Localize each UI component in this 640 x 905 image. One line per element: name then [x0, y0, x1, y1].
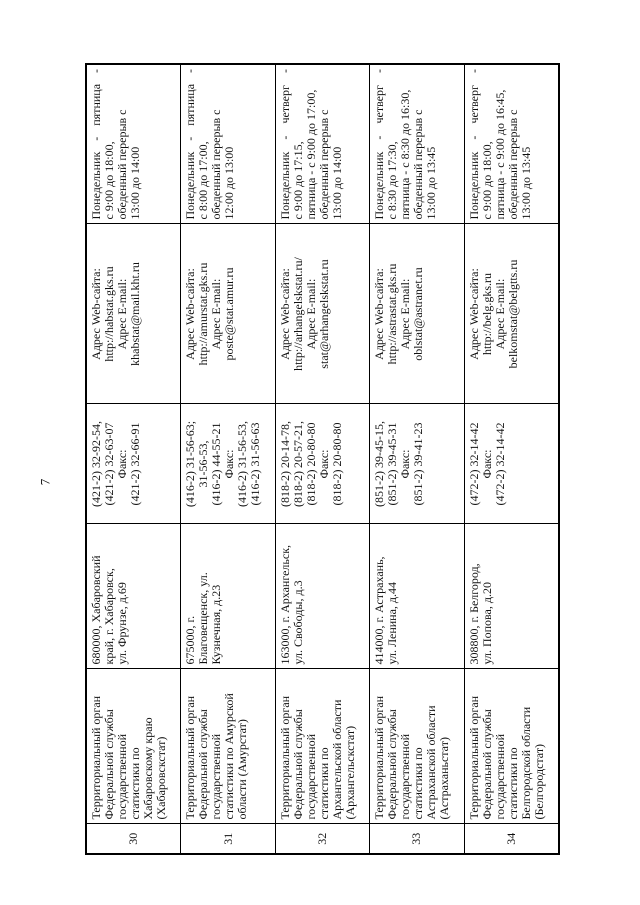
- organization-cell: [275, 669, 369, 824]
- address-cell-line: 680000, Хабаровский: [89, 555, 103, 665]
- organization-cell: [86, 669, 181, 824]
- phone-cell-line: Факс:: [222, 449, 237, 479]
- phone-cell-line: (818-2) 20-80-80: [303, 422, 318, 506]
- website-cell-line: belkomstat@belgtts.ru: [505, 259, 520, 369]
- organization-cell-line: Территориальный орган: [277, 695, 292, 820]
- working-hours-cell: [370, 64, 464, 224]
- address-cell: [275, 524, 369, 669]
- organization-cell-line: (Архангельскстат): [342, 725, 357, 820]
- organization-cell-line: государственной: [492, 733, 507, 820]
- row-number: 34: [464, 824, 559, 854]
- row-number: 32: [275, 824, 369, 854]
- address-cell-line: 163000, г. Архангельск,: [277, 544, 292, 665]
- organization-cell-line: статистики по: [505, 747, 520, 820]
- working-hours-cell-line: 12:00 до 13:00: [222, 146, 237, 220]
- working-hours-cell-line: Понедельник - пятница -: [183, 69, 198, 220]
- organization-cell-line: (Белгородстат): [531, 743, 546, 820]
- working-hours-cell-line: обеденный перерыв с: [209, 109, 224, 220]
- phone-cell-line: 31-56-53,: [196, 440, 211, 488]
- phone-cell-line: (416-2) 31-56-53,: [235, 421, 250, 507]
- phone-cell-line: (851-2) 39-45-15,: [372, 421, 387, 507]
- address-cell-line: ул. Фрунзе, д.69: [115, 582, 129, 665]
- phone-cell-line: (416-2) 31-56-63;: [183, 420, 198, 508]
- organization-cell-line: Хабаровскому краю: [141, 717, 155, 820]
- website-cell-line: Адрес Web-сайта:: [466, 268, 481, 360]
- website-cell-line: http://habstat.gks.ru: [102, 266, 116, 362]
- working-hours-cell: [464, 64, 559, 224]
- phone-cell-line: (472-2) 32-14-42: [492, 422, 507, 506]
- website-cell-line: Адрес Web-сайта:: [372, 268, 387, 360]
- working-hours-cell-line: с 9:00 до 18:00,: [102, 141, 116, 220]
- organization-cell-line: государственной: [303, 733, 318, 820]
- working-hours-cell-line: пятница - с 8:30 до 16:30,: [398, 89, 413, 220]
- website-cell: [275, 224, 369, 404]
- working-hours-cell-line: обеденный перерыв с: [505, 109, 520, 220]
- website-cell: [181, 224, 275, 404]
- organization-cell-line: (Хабаровскстат): [154, 736, 168, 820]
- stat-offices-table: [85, 63, 560, 855]
- organization-cell-line: статистики по: [316, 747, 331, 820]
- organization-cell-line: Белгородской области: [518, 706, 533, 820]
- organization-cell: [370, 669, 464, 824]
- working-hours-cell: [275, 64, 369, 224]
- organization-cell-line: Территориальный орган: [89, 695, 103, 820]
- phone-cell-line: (416-2) 31-56-63: [248, 422, 263, 506]
- address-cell-line: ул. Ленина, д.44: [385, 581, 400, 665]
- organization-cell-line: Федеральной службы: [196, 709, 211, 820]
- phone-cell-line: (818-2) 20-14-78,: [277, 421, 292, 507]
- organization-cell-line: Федеральной службы: [290, 709, 305, 820]
- organization-cell-line: Астраханской области: [424, 705, 439, 820]
- website-cell-line: poste@stat.amur.ru: [222, 267, 237, 361]
- phone-cell: [86, 404, 181, 524]
- phone-cell-line: (818-2) 20-80-80: [329, 422, 344, 506]
- address-cell: [181, 524, 275, 669]
- address-cell: [370, 524, 464, 669]
- organization-cell-line: Федеральной службы: [385, 709, 400, 820]
- address-cell-line: Благовещенск, ул.: [196, 572, 211, 665]
- working-hours-cell-line: с 9:00 до 18:00,: [479, 141, 494, 220]
- organization-cell-line: государственной: [209, 733, 224, 820]
- row-number: 33: [370, 824, 464, 854]
- working-hours-cell-line: с 9:00 до 17:15,: [290, 141, 305, 220]
- website-cell-line: http://amurstat.gks.ru: [196, 262, 211, 366]
- table-row: [370, 64, 464, 854]
- phone-cell-line: (851-2) 39-41-23: [411, 422, 426, 506]
- phone-cell-line: (421-2) 32-92-54,: [89, 421, 103, 507]
- website-cell-line: Адрес Web-сайта:: [89, 268, 103, 360]
- page-number: 7: [37, 478, 53, 486]
- website-cell-line: http://belg.gks.ru: [479, 273, 494, 355]
- rotated-page: [85, 65, 560, 855]
- address-cell: [464, 524, 559, 669]
- website-cell-line: Адрес E-mail:: [115, 278, 129, 350]
- row-number: 31: [181, 824, 275, 854]
- organization-cell-line: (Астраханьстат): [437, 737, 452, 820]
- website-cell-line: oblstat@astranet.ru: [411, 267, 426, 361]
- website-cell-line: khabstat@mail.kht.ru: [128, 262, 142, 366]
- organization-cell-line: Федеральной службы: [479, 709, 494, 820]
- phone-cell-line: Факс:: [115, 449, 129, 479]
- working-hours-cell-line: с 8:30 до 17:30,: [385, 141, 400, 220]
- table-row: [275, 64, 369, 854]
- website-cell-line: Адрес Web-сайта:: [277, 268, 292, 360]
- website-cell-line: http://arhangelskstat.ru/: [290, 257, 305, 371]
- website-cell-line: Адрес Web-сайта:: [183, 268, 198, 360]
- working-hours-cell-line: 13:00 до 14:00: [128, 146, 142, 220]
- working-hours-cell-line: Понедельник - четверг -: [466, 69, 481, 220]
- organization-cell-line: области (Амурстат): [235, 719, 250, 820]
- organization-cell-line: Федеральной службы: [102, 709, 116, 820]
- address-cell-line: 308800, г. Белгород,: [466, 563, 481, 665]
- phone-cell: [464, 404, 559, 524]
- address-cell: [86, 524, 181, 669]
- organization-cell-line: статистики по Амурской: [222, 693, 237, 820]
- address-cell-line: 414000, г. Астрахань,: [372, 556, 387, 665]
- working-hours-cell-line: пятница - с 9:00 до 16:45,: [492, 89, 507, 220]
- organization-cell: [181, 669, 275, 824]
- working-hours-cell-line: 13:00 до 13:45: [518, 146, 533, 220]
- phone-cell-line: Факс:: [479, 449, 494, 479]
- phone-cell: [181, 404, 275, 524]
- working-hours-cell: [181, 64, 275, 224]
- website-cell-line: http://astrastat.gks.ru: [385, 263, 400, 365]
- phone-cell-line: (416-2) 44-55-21: [209, 422, 224, 506]
- working-hours-cell-line: обеденный перерыв с: [316, 109, 331, 220]
- working-hours-cell-line: пятница - с 9:00 до 17:00,: [303, 89, 318, 220]
- working-hours-cell-line: обеденный перерыв с: [411, 109, 426, 220]
- website-cell-line: Адрес E-mail:: [209, 278, 224, 350]
- working-hours-cell-line: с 8:00 до 17:00,: [196, 141, 211, 220]
- website-cell-line: Адрес E-mail:: [492, 278, 507, 350]
- address-cell-line: край, г. Хабаровск,: [102, 568, 116, 665]
- working-hours-cell-line: обеденный перерыв с: [115, 109, 129, 220]
- organization-cell: [464, 669, 559, 824]
- organization-cell-line: Территориальный орган: [183, 695, 198, 820]
- website-cell-line: stat@arhangelskstat.ru: [316, 259, 331, 369]
- phone-cell: [275, 404, 369, 524]
- organization-cell-line: государственной: [115, 733, 129, 820]
- phone-cell: [370, 404, 464, 524]
- organization-cell-line: Архангельской области: [329, 699, 344, 820]
- organization-cell-line: статистики по: [128, 747, 142, 820]
- website-cell: [464, 224, 559, 404]
- table-row: [86, 64, 181, 854]
- organization-cell-line: статистики по: [411, 747, 426, 820]
- address-cell-line: Кузнечная, д.23: [209, 584, 224, 665]
- table-row: [464, 64, 559, 854]
- working-hours-cell-line: Понедельник - пятница -: [89, 69, 103, 220]
- address-cell-line: 675000, г.: [183, 615, 198, 665]
- organization-cell-line: Территориальный орган: [372, 695, 387, 820]
- address-cell-line: ул. Попова, д.20: [479, 582, 494, 665]
- phone-cell-line: (851-2) 39-45-31: [385, 422, 400, 506]
- phone-cell-line: (818-2) 20-57-21,: [290, 421, 305, 507]
- phone-cell-line: (421-2) 32-63-07: [102, 422, 116, 506]
- row-number: 30: [86, 824, 181, 854]
- working-hours-cell: [86, 64, 181, 224]
- organization-cell-line: Территориальный орган: [466, 695, 481, 820]
- phone-cell-line: (421-2) 32-66-91: [128, 422, 142, 506]
- address-cell-line: ул. Свободы, д.3: [290, 580, 305, 665]
- organization-cell-line: государственной: [398, 733, 413, 820]
- website-cell-line: Адрес E-mail:: [303, 278, 318, 350]
- phone-cell-line: Факс:: [398, 449, 413, 479]
- phone-cell-line: Факс:: [316, 449, 331, 479]
- working-hours-cell-line: 13:00 до 13:45: [424, 146, 439, 220]
- website-cell: [86, 224, 181, 404]
- working-hours-cell-line: Понедельник - четверг -: [372, 69, 387, 220]
- website-cell: [370, 224, 464, 404]
- table-row: [181, 64, 275, 854]
- website-cell-line: Адрес E-mail:: [398, 278, 413, 350]
- working-hours-cell-line: 13:00 до 14:00: [329, 146, 344, 220]
- working-hours-cell-line: Понедельник - четверг -: [277, 69, 292, 220]
- phone-cell-line: (472-2) 32-14-42: [466, 422, 481, 506]
